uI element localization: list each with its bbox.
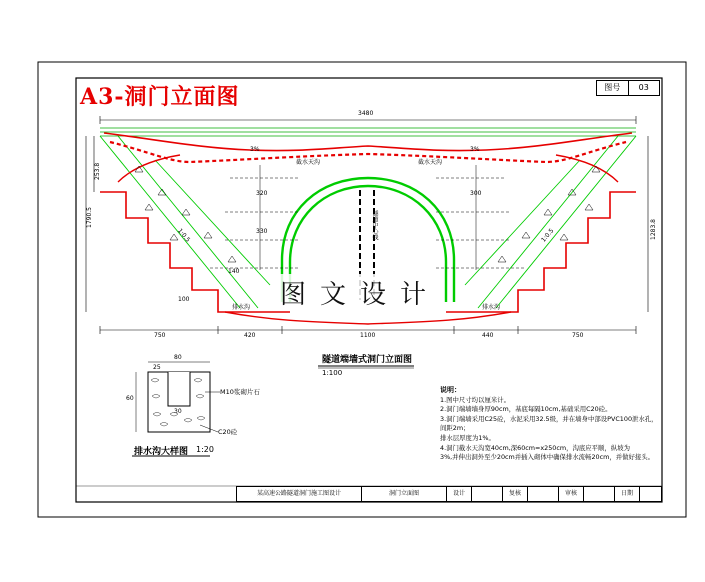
main-caption: 隧道端墙式洞门立面图 [322, 355, 413, 365]
tb-review: 审核 [559, 487, 584, 501]
dim-small-a: 140 [228, 268, 240, 275]
drawing-number-box [596, 80, 660, 96]
dim-arch-a: 320 [256, 190, 268, 197]
drawing-number-value: 03 [628, 81, 660, 95]
top-dimension [100, 116, 636, 124]
dim-bottom-2: 1100 [360, 332, 376, 339]
notes-line: 3.洞门端墙采用C25砼，水泥采用32.5级，并在墙身中部设PVC100泄水孔，间距2m； [440, 414, 658, 433]
label-base-left: 排水沟 [232, 304, 251, 311]
label-drain-right: 截水天沟 [418, 159, 443, 166]
dim-right-height: 1283.8 [650, 219, 657, 240]
dim-left-step: 253.8 [94, 162, 101, 180]
tb-project: 某高速公路隧道洞门施工图设计 [237, 487, 362, 501]
detail-dim-inner: 30 [174, 408, 182, 415]
tb-date: 日期 [615, 487, 640, 501]
dim-top-slope-left: 3% [250, 146, 260, 153]
title-block [236, 486, 662, 502]
main-scale: 1:100 [322, 369, 343, 377]
notes-line: 1.图中尺寸均以厘米计。 [440, 395, 511, 404]
tb-check: 复核 [503, 487, 528, 501]
interior-dim-marks [210, 165, 526, 270]
notes-line: 3%,并伸出洞外至少20cm并插入砌体中确保排水流畅20cm，并做好接头。 [440, 453, 655, 462]
notes-line: 4.洞门截水天沟宽40cm,深60cm=x250cm，沟底应平顺，纵坡为 [440, 443, 630, 452]
label-arch-center: 隧道中心线 [371, 210, 378, 240]
detail-label-mortar: M10浆砌片石 [220, 388, 260, 396]
detail-caption: 排水沟大样图 [134, 447, 189, 457]
detail-dim-side: 25 [153, 364, 161, 371]
watermark: 图文设计 [278, 274, 442, 311]
dim-left-height: 1790.5 [86, 207, 93, 228]
dim-arch-b: 330 [256, 228, 268, 235]
dim-bottom-0: 750 [154, 332, 166, 339]
dim-top-total: 3480 [358, 110, 374, 117]
detail-scale: 1:20 [196, 445, 214, 454]
detail-dim-width: 80 [174, 354, 182, 361]
dim-top-slope-right: 3% [470, 146, 480, 153]
dim-bottom-4: 750 [572, 332, 584, 339]
notes-title: 说明： [440, 386, 461, 394]
label-drain-left: 截水天沟 [296, 159, 321, 166]
notes-block [440, 386, 660, 463]
slope-right: 1:0.5 [540, 227, 556, 244]
notes-line: 排水层厚度为1%。 [440, 433, 495, 442]
drawing-title: A3-洞门立面图 [80, 84, 240, 110]
drawing-number-label: 图号 [604, 83, 621, 92]
tb-sheet-name: 洞门立面图 [362, 487, 447, 501]
dim-small-b: 100 [178, 296, 190, 303]
dim-arch-c: 300 [470, 190, 482, 197]
detail-dim-height: 60 [126, 395, 134, 402]
slope-left: 1:0.5 [176, 227, 192, 244]
label-base-right: 排水沟 [482, 304, 501, 311]
crown-band [100, 128, 636, 136]
dim-bottom-1: 420 [244, 332, 256, 339]
detail-label-concrete: C20砼 [218, 428, 238, 436]
tb-design: 设计 [447, 487, 472, 501]
dim-bottom-3: 440 [482, 332, 494, 339]
notes-line: 2.洞门端墙墙身厚90cm，基底每隔10cm,基础采用C20砼。 [440, 405, 612, 414]
